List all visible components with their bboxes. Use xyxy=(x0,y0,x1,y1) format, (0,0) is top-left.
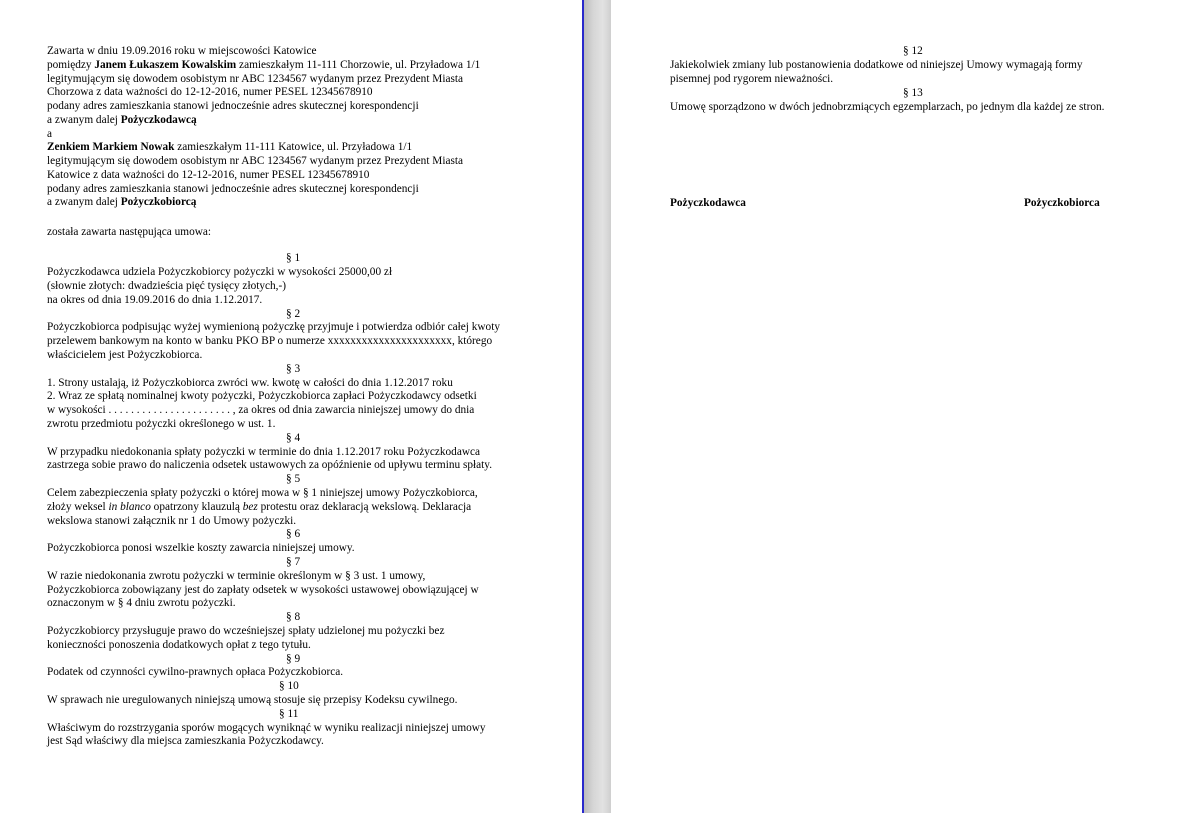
document-page-2 xyxy=(611,0,1191,813)
section-12-line-2: pisemnej pod rygorem nieważności. xyxy=(670,73,834,85)
section-7-heading: § 7 xyxy=(286,556,301,568)
section-5-line-1: Celem zabezpieczenia spłaty pożyczki o której mowa w § 1 niniejszej umowy Pożyczkobiorca, xyxy=(47,487,478,499)
borrower-role-line: a zwanym dalej Pożyczkobiorcą xyxy=(47,196,197,208)
lender-id-line: legitymującym się dowodem osobistym nr ABC 1234567 wydanym przez Prezydent Miasta xyxy=(47,73,464,85)
lender-pesel-line: Chorzowa z data ważności do 12-12-2016, numer PESEL 12345678910 xyxy=(47,86,373,98)
section-4-line-1: W przypadku niedokonania spłaty pożyczki w terminie do dnia 1.12.2017 roku Pożyczkodawca xyxy=(47,446,481,458)
section-9-line-1: Podatek od czynności cywilno-prawnych opłaca Pożyczkobiorca. xyxy=(47,666,344,678)
section-11-heading: § 11 xyxy=(279,708,299,720)
section-4-line-2: zastrzega sobie prawo do naliczenia odsetek ustawowych za opóźnienie od upływu terminu spłaty. xyxy=(47,459,493,471)
and-line: a xyxy=(47,128,53,140)
section-8-line-1: Pożyczkobiorcy przysługuje prawo do wcześniejszej spłaty udzielonej mu pożyczki bez xyxy=(47,625,445,637)
section-10-line-1: W sprawach nie uregulowanych niniejszą umową stosuje się przepisy Kodeksu cywilnego. xyxy=(47,694,458,706)
section-8-line-2: konieczności ponoszenia dodatkowych opłat z tego tytułu. xyxy=(47,639,311,651)
concluded-line: została zawarta następująca umowa: xyxy=(47,226,212,238)
section-12-heading: § 12 xyxy=(903,45,923,57)
section-8-heading: § 8 xyxy=(286,611,301,623)
section-13-line-1: Umowę sporządzono w dwóch jednobrzmiących egzemplarzach, po jednym dla każdej ze stron. xyxy=(670,101,1105,113)
section-7-line-3: oznaczonym w § 4 dniu zwrotu pożyczki. xyxy=(47,597,236,609)
borrower-name: Zenkiem Markiem Nowak xyxy=(47,141,175,153)
section-3-line-3: w wysokości . . . . . . . . . . . . . . . . . . . . . . , za okres od dnia zawarcia niniejszej umowy do dnia xyxy=(47,404,475,416)
signature-lender: Pożyczkodawca xyxy=(670,197,746,209)
page-gutter xyxy=(584,0,611,813)
section-11-line-1: Właściwym do rozstrzygania sporów mogących wyniknąć w wyniku realizacji niniejszej umowy xyxy=(47,722,486,734)
section-1-heading: § 1 xyxy=(286,252,301,264)
section-4-heading: § 4 xyxy=(286,432,301,444)
section-3-line-1: 1. Strony ustalają, iż Pożyczkobiorca zwróci ww. kwotę w całości do dnia 1.12.2017 roku xyxy=(47,377,453,389)
lender-line: pomiędzy Janem Łukaszem Kowalskim zamieszkałym 11-111 Chorzowie, ul. Przyładowa 1/1 xyxy=(47,59,481,71)
borrower-pesel-line: Katowice z data ważności do 12-12-2016, numer PESEL 12345678910 xyxy=(47,169,370,181)
section-2-line-1: Pożyczkobiorca podpisując wyżej wymienioną pożyczkę przyjmuje i potwierdza odbiór całej kwoty xyxy=(47,321,500,333)
section-11-line-2: jest Sąd właściwy dla miejsca zamieszkania Pożyczkodawcy. xyxy=(47,735,324,747)
intro-line: Zawarta w dniu 19.09.2016 roku w miejscowości Katowice xyxy=(47,45,317,57)
borrower-line: Zenkiem Markiem Nowak zamieszkałym 11-111 Katowice, ul. Przyładowa 1/1 xyxy=(47,141,413,153)
address-note-2: podany adres zamieszkania stanowi jednocześnie adres skutecznej korespondencji xyxy=(47,183,419,195)
section-6-line-1: Pożyczkobiorca ponosi wszelkie koszty zawarcia niniejszej umowy. xyxy=(47,542,355,554)
section-3-heading: § 3 xyxy=(286,363,301,375)
section-1-line-1: Pożyczkodawca udziela Pożyczkobiorcy pożyczki w wysokości 25000,00 zł xyxy=(47,266,393,278)
section-2-line-2: przelewem bankowym na konto w banku PKO BP o numerze xxxxxxxxxxxxxxxxxxxxxx, którego xyxy=(47,335,493,347)
section-5-heading: § 5 xyxy=(286,473,301,485)
section-1-line-2: (słownie złotych: dwadzieścia pięć tysięcy złotych,-) xyxy=(47,280,287,292)
section-12-line-1: Jakiekolwiek zmiany lub postanowienia dodatkowe od niniejszej Umowy wymagają formy xyxy=(670,59,1083,71)
section-7-line-2: Pożyczkobiorca zobowiązany jest do zapłaty odsetek w wysokości ustawowej obowiązującej w xyxy=(47,584,479,596)
section-9-heading: § 9 xyxy=(286,653,301,665)
section-2-heading: § 2 xyxy=(286,308,301,320)
address-note-1: podany adres zamieszkania stanowi jednocześnie adres skutecznej korespondencji xyxy=(47,100,419,112)
section-1-line-3: na okres od dnia 19.09.2016 do dnia 1.12.2017. xyxy=(47,294,263,306)
section-13-heading: § 13 xyxy=(903,87,923,99)
section-10-heading: § 10 xyxy=(279,680,299,692)
section-6-heading: § 6 xyxy=(286,528,301,540)
section-5-line-2: złoży weksel in blanco opatrzony klauzulą bez protestu oraz deklaracją wekslową. Deklaracja xyxy=(47,501,472,513)
section-7-line-1: W razie niedokonania zwrotu pożyczki w terminie określonym w § 3 ust. 1 umowy, xyxy=(47,570,426,582)
section-2-line-3: właścicielem jest Pożyczkobiorca. xyxy=(47,349,203,361)
section-3-line-4: zwrotu przedmiotu pożyczki określonego w ust. 1. xyxy=(47,418,276,430)
section-3-line-2: 2. Wraz ze spłatą nominalnej kwoty pożyczki, Pożyczkobiorca zapłaci Pożyczkodawcy odsetki xyxy=(47,390,477,402)
borrower-id-line: legitymującym się dowodem osobistym nr ABC 1234567 wydanym przez Prezydent Miasta xyxy=(47,155,464,167)
lender-name: Janem Łukaszem Kowalskim xyxy=(94,59,237,71)
lender-role-line: a zwanym dalej Pożyczkodawcą xyxy=(47,114,197,126)
signature-borrower: Pożyczkobiorca xyxy=(1024,197,1100,209)
section-5-line-3: wekslowa stanowi załącznik nr 1 do Umowy pożyczki. xyxy=(47,515,297,527)
